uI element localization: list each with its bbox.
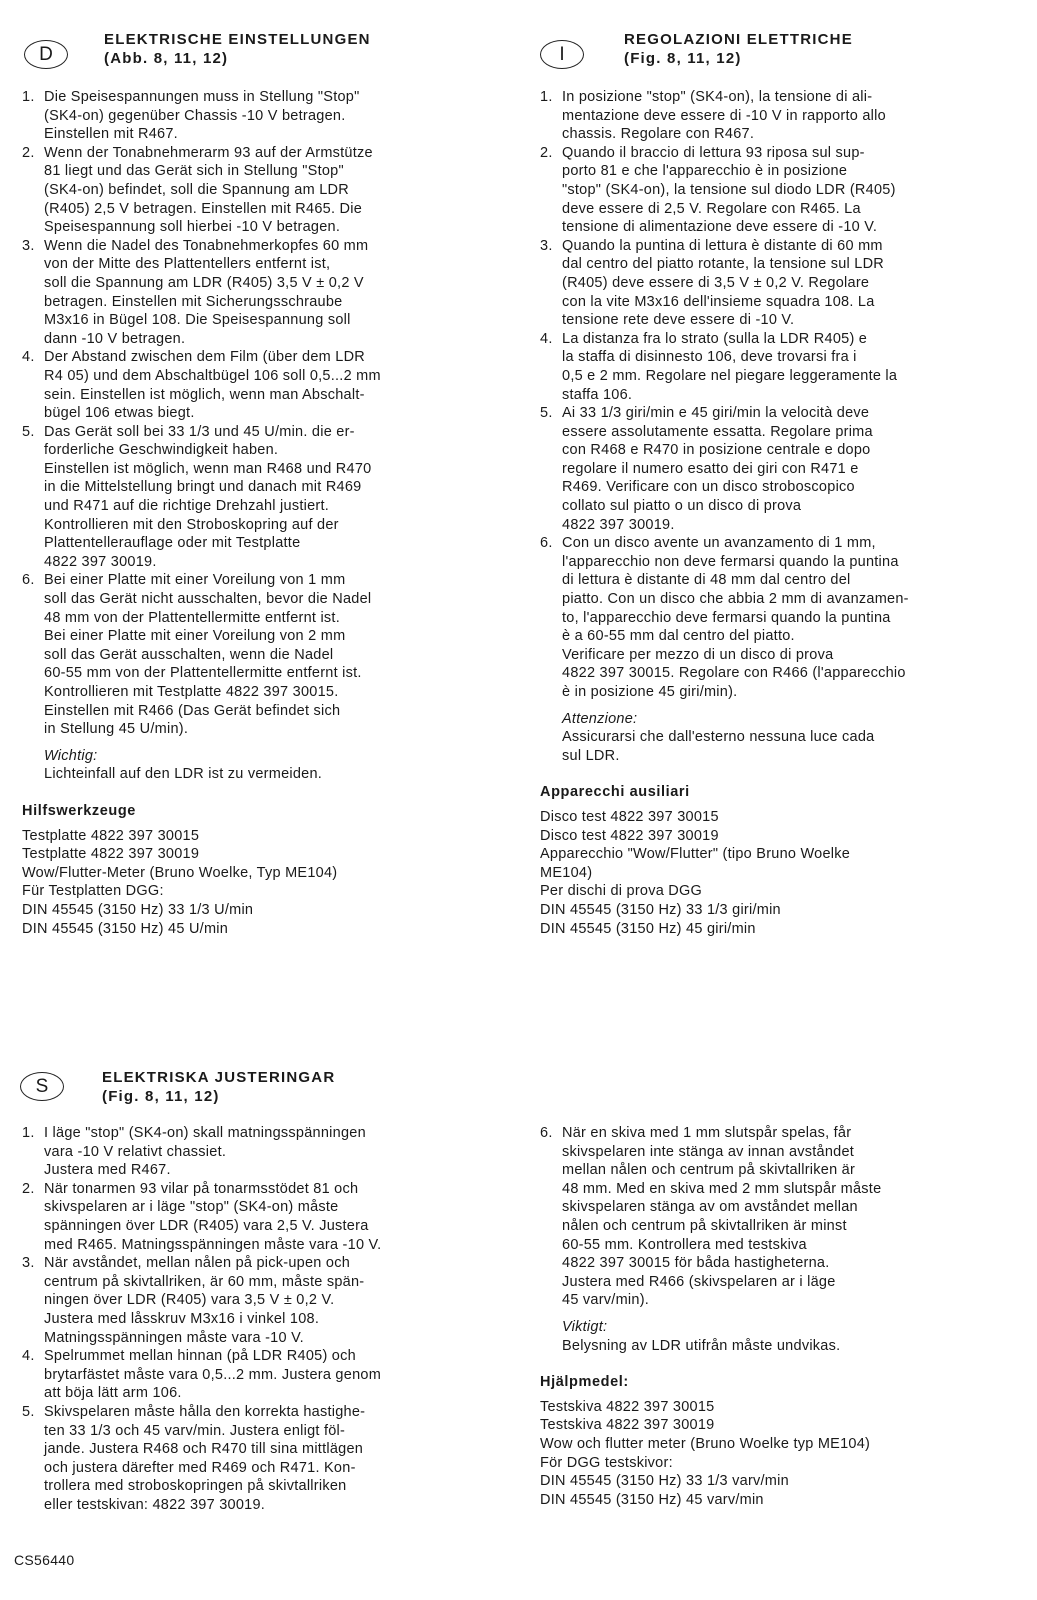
- list-item: [540, 534, 1025, 701]
- item-text: När avståndet, mellan nålen på pick-upen och centrum på skivtallriken, är 60 mm, måste spän- ningen över LDR (R405) vara 3,5 V ± 0,2 V. Justera med låsskruv M3x16 i vinkel 108. Matningsspänningen måste vara -10 V.: [44, 1255, 365, 1346]
- document-code: CS56440: [14, 1552, 75, 1568]
- list-item: [22, 1403, 502, 1515]
- list-item: [22, 1180, 502, 1254]
- item-number: 4.: [540, 330, 553, 347]
- item-text: I läge "stop" (SK4-on) skall matningsspänningen vara -10 V relativt chassiet. Justera med R467.: [44, 1125, 366, 1179]
- list-item: [22, 1254, 502, 1347]
- item-number: 2.: [22, 1180, 35, 1197]
- item-text: Das Gerät soll bei 33 1/3 und 45 U/min. die er- forderliche Geschwindigkeit haben. Einstellen ist möglich, wenn man R468 und R470 in die Mittelstellung bringt und danach mit R469 und R471 auf die richtige Drehzahl justiert. Kontrollieren mit den Stroboskopring auf der Plattentellerauflage oder mit Testplatte 4822 397 30019.: [44, 423, 372, 570]
- item-number: 5.: [22, 423, 35, 440]
- tool-line: Für Testplatten DGG:: [22, 883, 164, 900]
- item-number: 2.: [22, 144, 35, 161]
- instruction-list-it: [540, 88, 1025, 702]
- tool-line: DIN 45545 (3150 Hz) 45 giri/min: [540, 920, 756, 937]
- item-text: Spelrummet mellan hinnan (på LDR R405) och brytarfästet måste vara 0,5...2 mm. Justera genom att böja lätt arm 106.: [44, 1348, 382, 1402]
- tools-title-sv: Hjälpmedel:: [540, 1374, 629, 1391]
- item-text: In posizione "stop" (SK4-on), la tensione di ali- mentazione deve essere di -10 V in rapporto allo chassis. Regolare con R467.: [562, 89, 886, 143]
- column-sv-left: [22, 1124, 502, 1514]
- tools-list-sv: [540, 1398, 1025, 1510]
- tool-line: Testplatte 4822 397 30015: [22, 827, 200, 844]
- language-badge-it: I: [540, 40, 584, 69]
- tool-line: DIN 45545 (3150 Hz) 45 U/min: [22, 920, 229, 937]
- instruction-list-sv-left: [22, 1124, 502, 1514]
- section-title-sv: ELEKTRISKA JUSTERINGAR: [102, 1069, 336, 1086]
- item-text: Wenn der Tonabnehmerarm 93 auf der Armstütze 81 liegt und das Gerät sich in Stellung "Stop" (SK4-on) befindet, soll die Spannung am LDR (R405) 2,5 V betragen. Einstellen mit R465. Die Speisespannung soll hierbei -10 V betragen.: [44, 144, 373, 236]
- item-number: 1.: [540, 89, 553, 105]
- item-text: När tonarmen 93 vilar på tonarmsstödet 81 och skivspelaren ar i läge "stop" (SK4-on) måste spänningen över LDR (R405) vara 2,5 V. Justera med R465. Matningsspänningen måste vara -10 V.: [44, 1180, 382, 1253]
- list-item: [540, 237, 1025, 330]
- tool-line: ME104): [540, 864, 593, 881]
- tools-list-it: [540, 808, 1025, 938]
- section-heading-it: [624, 30, 853, 68]
- section-subtitle-de: (Abb. 8, 11, 12): [104, 50, 229, 67]
- item-number: 5.: [22, 1403, 35, 1420]
- column-sv-right: [540, 1124, 1025, 1509]
- language-badge-sv: S: [20, 1072, 64, 1101]
- section-heading-de: [104, 30, 371, 68]
- item-text: När en skiva med 1 mm slutspår spelas, får skivspelaren inte stänga av innan avståndet mellan nålen och centrum på skivtallriken är 48 mm. Med en skiva med 2 mm slutspår måste skivspelaren stänga av om avståndet mellan nålen och centrum på skivtallriken är minst 60-55 mm. Kontrollera med testskiva 4822 397 30015 för båda hastigheterna. Justera med R466 (skivspelaren ar i läge 45 varv/min).: [562, 1125, 882, 1309]
- item-number: 4.: [22, 349, 35, 366]
- tools-list-de: [22, 827, 502, 939]
- column-it: [540, 88, 1025, 938]
- section-title-it: REGOLAZIONI ELETTRICHE: [624, 31, 853, 48]
- list-item: [22, 423, 502, 572]
- item-number: 6.: [22, 572, 35, 589]
- instruction-list-sv-right: [540, 1124, 1025, 1310]
- item-text: Wenn die Nadel des Tonabnehmerkopfes 60 mm von der Mitte des Plattentellers entfernt ist, soll die Spannung am LDR (R405) 3,5 V ± 0,2 V betragen. Einstellen mit Sicherungsschraube M3x16 in Bügel 108. Die Speisespannung soll dann -10 V betragen.: [44, 237, 369, 347]
- list-item: [540, 330, 1025, 404]
- item-number: 4.: [22, 1348, 35, 1365]
- item-text: La distanza fra lo strato (sulla la LDR R405) e la staffa di disinnesto 106, deve trovarsi fra i 0,5 e 2 mm. Regolare nel piegare leggeramente la staffa 106.: [562, 330, 898, 403]
- tools-title-de: Hilfswerkzeuge: [22, 802, 136, 819]
- tool-line: Disco test 4822 397 30019: [540, 827, 719, 844]
- item-text: Quando il braccio di lettura 93 riposa sul sup- porto 81 e che l'apparecchio è in posizione "stop" (SK4-on), la tensione sul diodo LDR (R405) deve essere di 2,5 V. Regolare con R465. La tensione di alimentazione deve essere di -10 V.: [562, 144, 896, 236]
- item-text: Ai 33 1/3 giri/min e 45 giri/min la velocità deve essere assolutamente essatta. Regolare prima con R468 e R470 in posizione centrale e dopo regolare il numero esatto dei giri con R471 e R469. Verificare con un disco stroboscopico collato sul piatto o un disco di prova 4822 397 30019.: [562, 405, 873, 533]
- item-text: Skivspelaren måste hålla den korrekta hastighe- ten 33 1/3 och 45 varv/min. Justera enligt föl- jande. Justera R468 och R470 till sina mittlägen och justera därefter med R469 och R471. Kon- trollera med stroboskopringen på skivtallriken eller testskivan: 4822 397 30019.: [44, 1403, 366, 1513]
- note-text-sv: Belysning av LDR utifrån måste undvikas.: [562, 1337, 841, 1354]
- list-item: [22, 1347, 502, 1403]
- tool-line: DIN 45545 (3150 Hz) 33 1/3 U/min: [22, 901, 254, 918]
- item-text: Con un disco avente un avanzamento di 1 mm, l'apparecchio non deve fermarsi quando la puntina di lettura è distante di 48 mm dal centro del piatto. Con un disco che abbia 2 mm di avanzamen- to, l'apparecchio deve fermarsi quando la puntina è a 60-55 mm dal centro del piatto. Verificare per mezzo di un disco di prova 4822 397 30015. Regolare con R466 (l'apparecchio è in posizione 45 giri/min).: [562, 535, 909, 700]
- list-item: [540, 144, 1025, 237]
- list-item: [22, 237, 502, 349]
- note-label-sv: Viktigt:: [562, 1318, 608, 1335]
- item-number: 6.: [540, 1125, 553, 1141]
- list-item: [540, 1124, 1025, 1310]
- list-item: [22, 144, 502, 237]
- tool-line: DIN 45545 (3150 Hz) 45 varv/min: [540, 1491, 764, 1508]
- list-item: [540, 404, 1025, 534]
- tools-title-it: Apparecchi ausiliari: [540, 784, 690, 801]
- tool-line: Testskiva 4822 397 30015: [540, 1398, 715, 1415]
- note-label-it: Attenzione:: [562, 710, 638, 727]
- item-number: 6.: [540, 535, 553, 552]
- tool-line: DIN 45545 (3150 Hz) 33 1/3 varv/min: [540, 1473, 789, 1490]
- instruction-list-de: [22, 88, 502, 739]
- section-subtitle-it: (Fig. 8, 11, 12): [624, 50, 742, 67]
- list-item: [540, 88, 1025, 144]
- item-text: Quando la puntina di lettura è distante di 60 mm dal centro del piatto rotante, la tensione sul LDR (R405) deve essere di 3,5 V ± 0,2 V. Regolare con la vite M3x16 dell'insieme squadra 108. La tensione rete deve essere di -10 V.: [562, 237, 885, 329]
- tool-line: Wow och flutter meter (Bruno Woelke typ ME104): [540, 1435, 871, 1452]
- tool-line: Testplatte 4822 397 30019: [22, 846, 200, 863]
- tool-line: Apparecchio "Wow/Flutter" (tipo Bruno Woelke: [540, 846, 851, 863]
- item-number: 5.: [540, 405, 553, 422]
- item-text: Die Speisespannungen muss in Stellung "Stop" (SK4-on) gegenüber Chassis -10 V betragen. Einstellen mit R467.: [44, 89, 360, 143]
- item-text: Der Abstand zwischen dem Film (über dem LDR R4 05) und dem Abschaltbügel 106 soll 0,5...2 mm sein. Einstellen ist möglich, wenn man Abschalt- bügel 106 etwas biegt.: [44, 349, 381, 422]
- tool-line: För DGG testskivor:: [540, 1454, 673, 1471]
- section-subtitle-sv: (Fig. 8, 11, 12): [102, 1088, 220, 1105]
- tool-line: DIN 45545 (3150 Hz) 33 1/3 giri/min: [540, 901, 781, 918]
- item-number: 1.: [22, 89, 35, 105]
- item-number: 3.: [22, 237, 35, 254]
- list-item: [22, 88, 502, 144]
- column-de: [22, 88, 502, 938]
- item-number: 3.: [540, 237, 553, 254]
- language-badge-de: D: [24, 40, 68, 69]
- item-number: 3.: [22, 1255, 35, 1272]
- note-text-de: Lichteinfall auf den LDR ist zu vermeiden.: [44, 766, 323, 783]
- item-number: 2.: [540, 144, 553, 161]
- tool-line: Wow/Flutter-Meter (Bruno Woelke, Typ ME104): [22, 864, 338, 881]
- list-item: [22, 571, 502, 738]
- note-label-de: Wichtig:: [44, 747, 98, 764]
- section-title-de: ELEKTRISCHE EINSTELLUNGEN: [104, 31, 371, 48]
- item-text: Bei einer Platte mit einer Voreilung von 1 mm soll das Gerät nicht ausschalten, bevor die Nadel 48 mm von der Plattentellermitte entfernt ist. Bei einer Platte mit einer Voreilung von 2 mm soll das Gerät ausschalten, wenn die Nadel 60-55 mm von der Plattentellermitte entfernt ist. Kontrollieren mit Testplatte 4822 397 30015. Einstellen mit R466 (Das Gerät befindet sich in Stellung 45 U/min).: [44, 572, 372, 738]
- item-number: 1.: [22, 1125, 35, 1141]
- list-item: [22, 348, 502, 422]
- note-text-it: Assicurarsi che dall'esterno nessuna luce cada sul LDR.: [562, 729, 875, 764]
- tool-line: Per dischi di prova DGG: [540, 883, 703, 900]
- section-heading-sv: [102, 1068, 335, 1106]
- tool-line: Testskiva 4822 397 30019: [540, 1417, 715, 1434]
- tool-line: Disco test 4822 397 30015: [540, 808, 719, 825]
- list-item: [22, 1124, 502, 1180]
